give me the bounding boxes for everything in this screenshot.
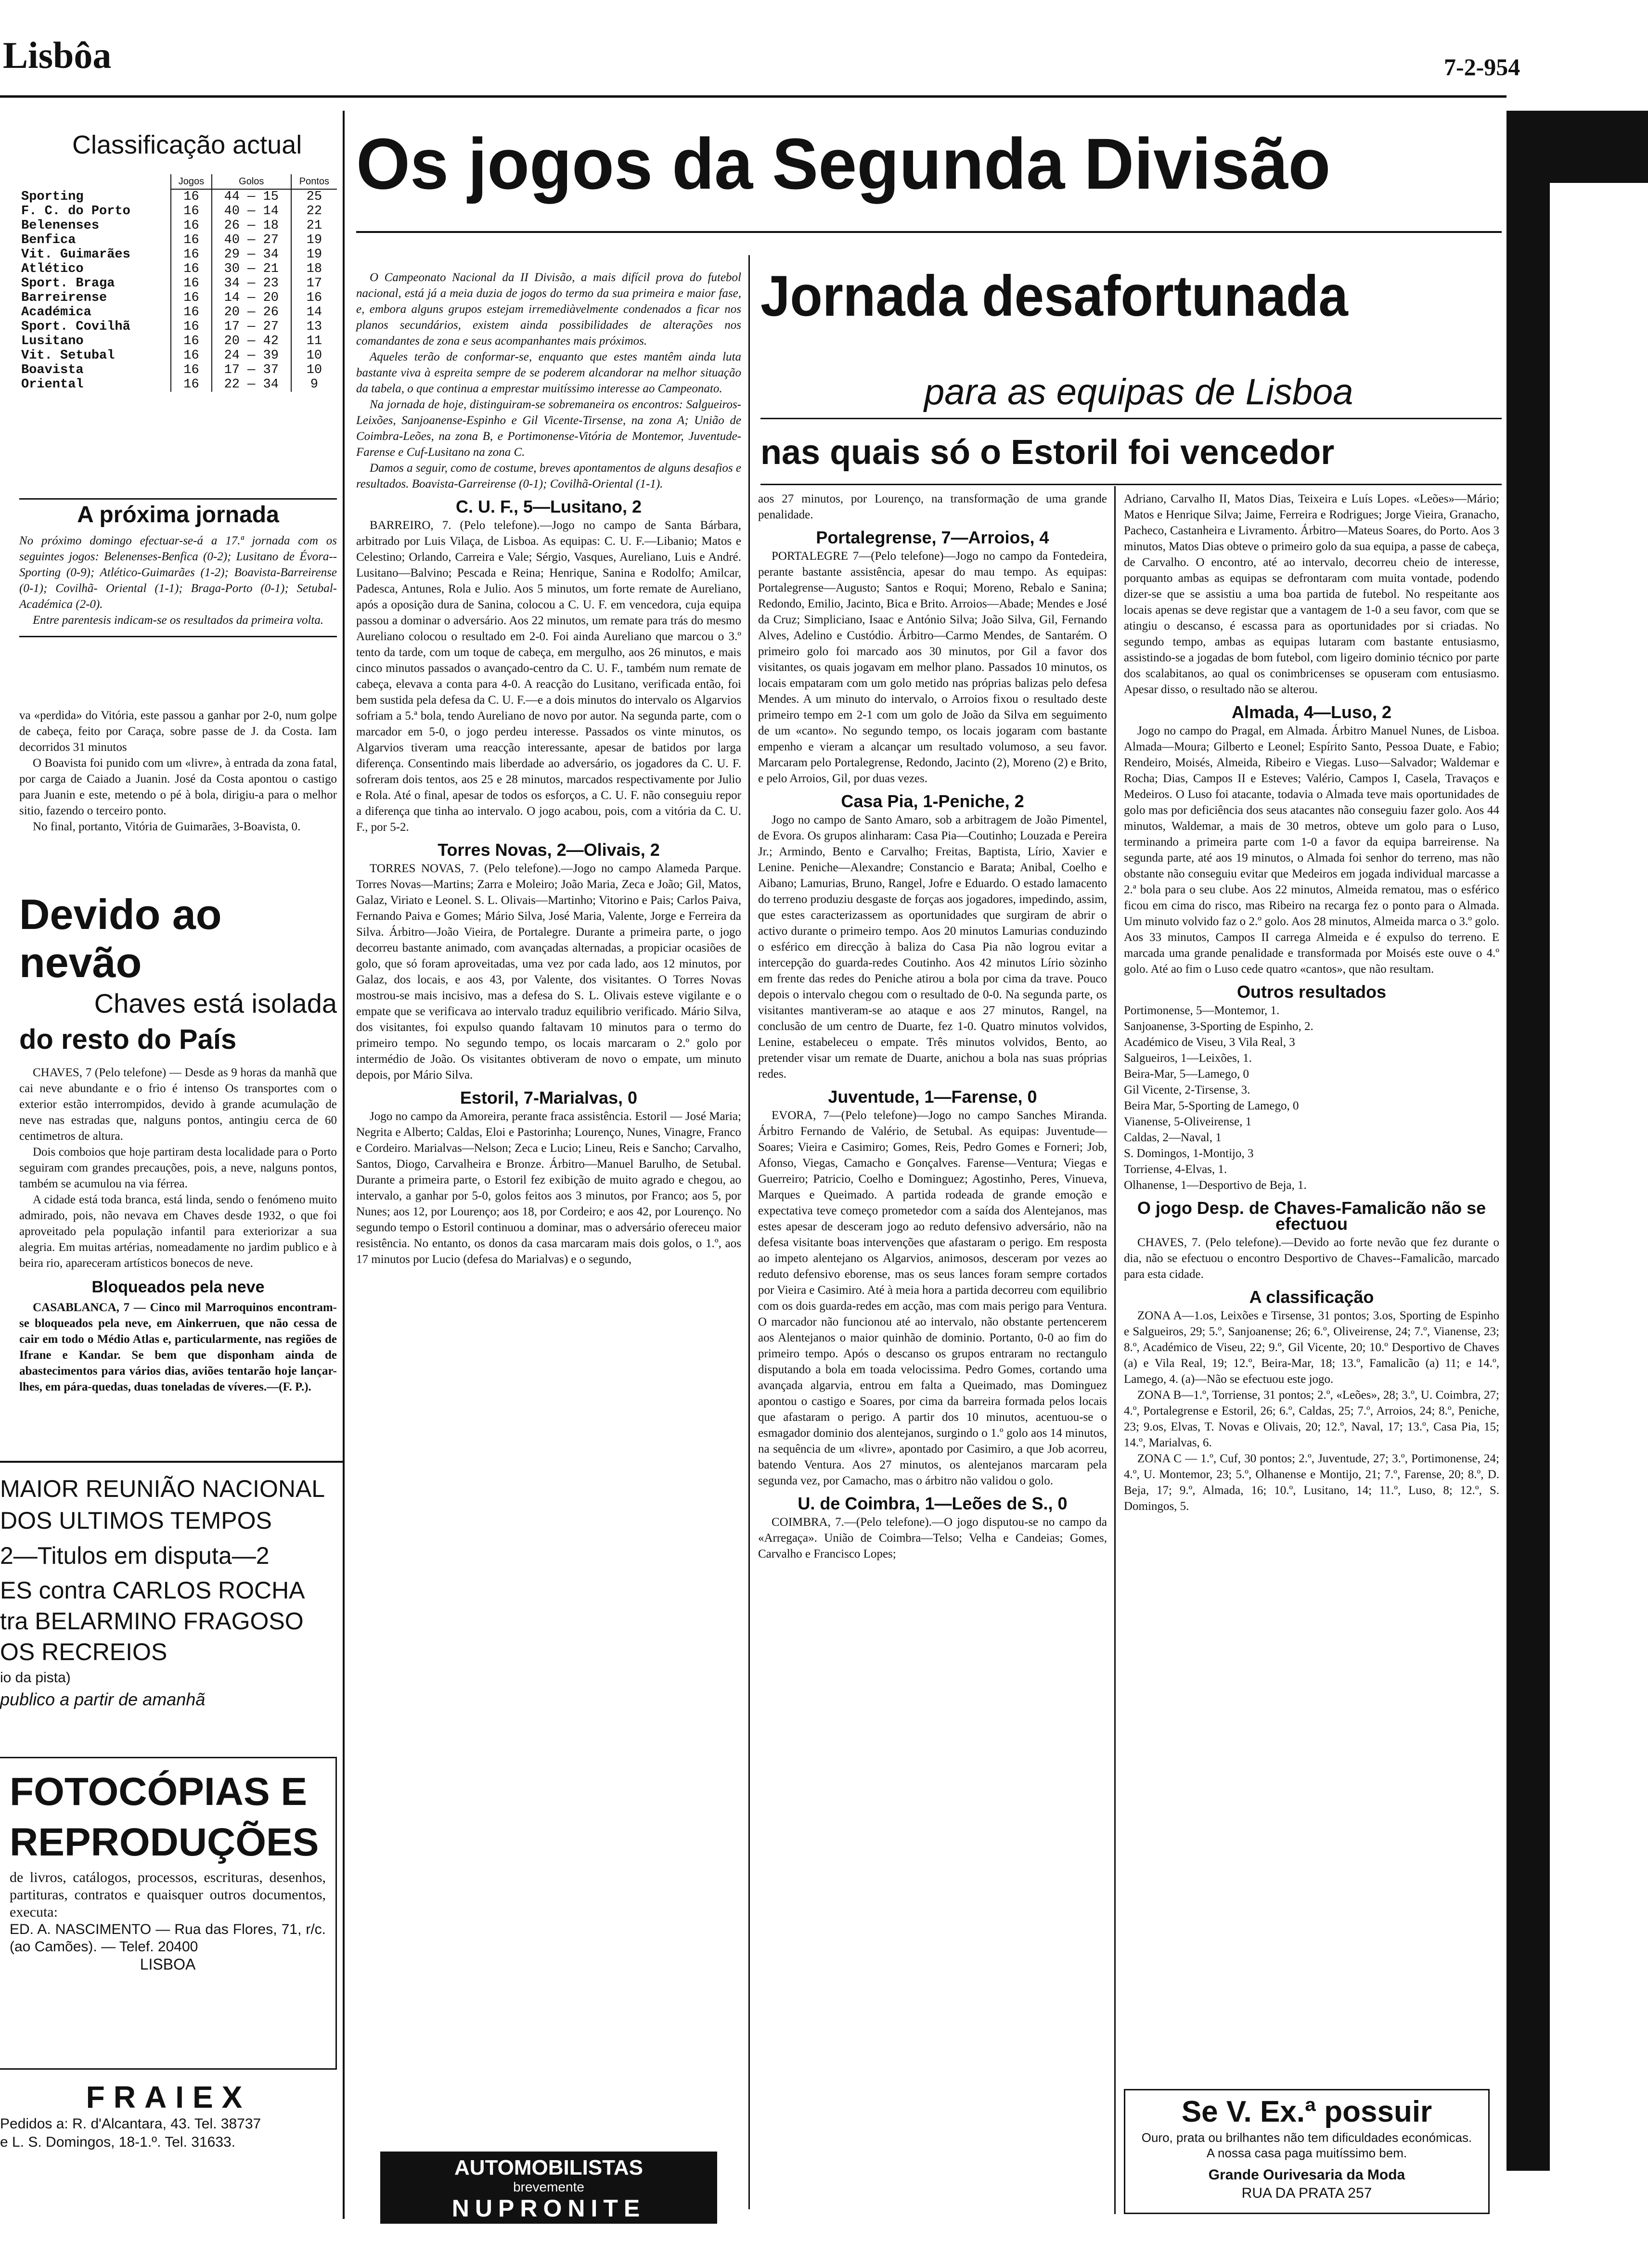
goals-cell: 30 — 21	[212, 262, 291, 276]
team-name: Sport. Braga	[21, 276, 115, 291]
games-cell: 16	[171, 189, 212, 204]
goals-cell: 40 — 14	[212, 204, 291, 219]
neve-p1: CHAVES, 7 (Pelo telefone) — Desde as 9 horas da manhã que cai neve abundante e o frio é intenso Os transportes com o exterior estão interrompidos, devido à grande acumulação de neve nas estradas que, nalguns pontos, antingiu cerca de 60 centimetros de altura.	[19, 1066, 337, 1143]
cuf-heading: C. U. F., 5—Lusitano, 2	[455, 497, 642, 516]
points-cell: 11	[291, 334, 337, 348]
cp-text: Jogo no campo de Santo Amaro, sob a arbitragem de João Pimentel, de Evora. Os grupos alinharam: Casa Pia—Coutinho; Louzada e Pereira Jr.; Armindo, Bento e Carvalho; Freitas, Baptista, Lírio, Xavier e Lenine. Peniche—Alexandre; Constancio e Barata; Anibal, Coelho e Aibano; Lamurias, Bruno, Rangel, Jofre e Eduardo. O estado lamacento do terreno produziu desgaste de forças aos jogadores, impedindo, assim, que estes caracterizassem as oportunidades que surgiram de abrir o activo durante o primeiro tempo. Aos 20 minutos Lamurias conduzindo o esférico em direcção à baliza do Casa Pia não logrou evitar a intercepção do guarda-redes Coutinho. Aos 42 minutos Lírio sòzinho em frente das redes do Peniche atirou a bola por cima da trave. Pouco depois o intervalo chegou com o resultado de 0-0. Na segunda parte, os visitantes mantiveram-se ao ataque e aos 27 minutos, Rangel, na conclusão de um centro de Duarte, fez 1-0. Quatro minutos volvidos, Lenine, estabeleceu o empate. Três minutos volvidos, Bento, ao pretender visar um remate de Duarte, anichou a bola nas suas próprias redes.	[758, 813, 1107, 1081]
col-jogos: Jogos	[171, 174, 212, 189]
uc-text: COIMBRA, 7.—(Pelo telefone).—O jogo disputou-se no campo da «Arregaça». União de Coimbra—Telso; Velha e Candeias; Gomes, Carvalho e Francisco Lopes;	[758, 1516, 1107, 1560]
standings-title: Classificação actual	[72, 130, 302, 159]
standings-row	[19, 320, 337, 334]
ad-fotocopias	[0, 1757, 337, 2070]
ad-reuniao-l2: DOS ULTIMOS TEMPOS	[0, 1507, 272, 1534]
ad-auto-l1: AUTOMOBILISTAS	[454, 2156, 643, 2179]
masthead-rule	[0, 95, 1506, 98]
ad-fraiex-brand: FRAIEX	[86, 2080, 251, 2114]
standings-row	[19, 233, 337, 247]
main-headline: Os jogos da Segunda Divisão	[356, 123, 1331, 204]
ad-foto-addr: ED. A. NASCIMENTO — Rua das Flores, 71, r/c. (ao Camões). — Telef. 20400	[10, 1921, 326, 1955]
col2-cont: aos 27 minutos, por Lourenço, na transformação de uma grande penalidade.	[758, 492, 1107, 521]
result-item: Torriense, 4-Elvas, 1.	[1124, 1163, 1227, 1176]
result-item: Olhanense, 1—Desportivo de Beja, 1.	[1124, 1179, 1307, 1192]
standings-row	[19, 363, 337, 377]
games-cell: 16	[171, 247, 212, 262]
ad-reuniao-l6: OS RECREIOS	[0, 1638, 167, 1665]
main-deck1: Jornada desafortunada	[760, 264, 1348, 328]
sep-col2	[1114, 486, 1116, 2214]
left-column-separator	[343, 111, 345, 2219]
masthead-paper: Lisbôa	[3, 34, 112, 76]
deck3-rule	[760, 484, 1502, 485]
team-name: Vit. Setubal	[21, 348, 115, 363]
points-cell: 17	[291, 276, 337, 291]
proxima-title: A próxima jornada	[19, 498, 337, 528]
standings-row	[19, 291, 337, 305]
neve-headline: Devido ao nevão	[19, 890, 222, 986]
standings-row	[19, 247, 337, 262]
boavista-p: O Boavista foi punido com um «livre», à entrada da zona fatal, por carga de Caiado a Juanin. José da Costa apontou o castigo para Juanin e este, metendo o pé à bola, dirigiu-a para o melhor sitio, fazendo o terceiro ponto.	[19, 757, 337, 817]
zona-b: ZONA B—1.º, Torriense, 31 pontos; 2.º, «Leões», 28; 3.º, U. Coimbra, 27; 4.º, Portalegrense e Estoril, 26; 6.º, Caldas, 25; 7.º, Arroios, 24; 8.º, Peniche, 23; 9.os, Elvas, T. Novas e Olivais, 20; 12.º, Naval, 17; 13.º, Casa Pia, 15; 14.º, Marialvas, 6.	[1124, 1389, 1499, 1449]
alm-text: Jogo no campo do Pragal, em Almada. Árbitro Manuel Nunes, de Lisboa. Almada—Moura; Gilberto e Leonel; Espírito Santo, Pessoa Duate, e Fabio; Rendeiro, Moisés, Almeida, Ribeiro e Viegas. Luso—Salvador; Waldemar e Rocha; Dias, Campos II e Esteves; Valério, Campos I, Casela, Travaços e Medeiros. O Luso foi atacante, todavia o Almada teve mais oportunidades de golo mas por deficiência dos seus atacantes não conseguiu fazer golo. Aos 44 minutos, Waldemar, a mais de 30 metros, obteve um golo para o Luso, terminando a primeira parte com 1-0 a favor da equipa barreirense. Na segunda parte, até aos 19 minutos, o Almada foi senhor do terreno, mas não obstante não conseguiu evitar que Medeiros em jogada individual marcasse a 2.ª bola para o seu clube. Aos 22 minutos, Almeida rematou, mas o esférico ficou em cima do risco, mas Ribeiro na recarga fez o ponto para o Almada. Um minuto volvido faz o 2.º golo. Aos 28 minutos, Almeida marca o 3.º golo. Aos 33 minutos, Campos II carrega Almeida e é expulso do terreno. E marcada uma grande penalidade e transformada por Moisés este ouve o 4.º golo. Até ao fim o Luso cede quatro «cantos», que não resultam.	[1124, 724, 1499, 976]
result-item: Beira Mar, 5-Sporting de Lamego, 0	[1124, 1099, 1299, 1112]
points-cell: 14	[291, 305, 337, 320]
goals-cell: 40 — 27	[212, 233, 291, 247]
games-cell: 16	[171, 262, 212, 276]
points-cell: 19	[291, 247, 337, 262]
team-name: Barreirense	[21, 291, 107, 305]
result-item: S. Domingos, 1-Montijo, 3	[1124, 1147, 1254, 1160]
ad-reuniao-l7: io da pista)	[0, 1670, 71, 1686]
games-cell: 16	[171, 363, 212, 377]
neve-article	[19, 890, 337, 1395]
ad-foto-city: LISBOA	[140, 1956, 196, 1973]
proxima-note: Entre parentesis indicam-se os resultados da primeira volta.	[33, 614, 324, 627]
standings-row	[19, 219, 337, 233]
games-cell: 16	[171, 233, 212, 247]
goals-cell: 22 — 34	[212, 377, 291, 392]
goals-cell: 26 — 18	[212, 219, 291, 233]
ad-auto-l3: NUPRONITE	[451, 2195, 646, 2222]
ad-ouri-l4: Grande Ourivesaria da Moda	[1208, 2167, 1405, 2183]
ad-foto-l2: REPRODUÇÕES	[10, 1820, 319, 1864]
games-cell: 16	[171, 334, 212, 348]
team-name: Sporting	[21, 189, 84, 204]
result-item: Gil Vicente, 2-Tirsense, 3.	[1124, 1083, 1250, 1096]
ad-fraiex-l1: Pedidos a: R. d'Alcantara, 43. Tel. 38737	[0, 2116, 261, 2132]
col1-intro3: Na jornada de hoje, distinguiram-se sobremaneira os encontros: Salgueiros-Leixões, Sanjoanense-Espinho e Gil Vicente-Tirsense, na zona A; União de Coimbra-Leões, na zona B, e Portimonense-Vitória de Montemor, Juventude-Farense e Cuf-Lusitano na zona C.	[356, 398, 741, 459]
result-item: Vianense, 5-Oliveirense, 1	[1124, 1115, 1252, 1128]
team-name: Vit. Guimarães	[21, 247, 130, 262]
class-heading: A classificação	[1249, 1287, 1374, 1307]
ad-ouri-l5: RUA DA PRATA 257	[1241, 2185, 1372, 2201]
col2	[758, 491, 1107, 1562]
result-item: Sanjoanense, 3-Sporting de Espinho, 2.	[1124, 1020, 1313, 1033]
cuf-text: BARREIRO, 7. (Pelo telefone).—Jogo no campo de Santa Bárbara, arbitrado por Luis Vilaça, de Lisboa. As equipas: C. U. F.—Libanio; Matos e Celestino; Orlando, Carreira e Vale; Sérgio, Vasques, Aureliano, Luis e André. Lusitano—Balvino; Pescada e Reina; Henrique, Sanina e Rodolfo; Amilcar, Padesca, Antunes, Rola e Julio. Aos 5 minutos, um forte remate de Aureliano, após a oposição dura de Sanina, colocou a C. U. F. em vencedora, cuja equipa passou a dominar o adversário. Aos 22 minutos, um remate para trás do mesmo Aureliano colocou o resultado em 2-0. Foi ainda Aureliano que marcou o 3.º tento da tarde, com um toque de cabeça, em mergulho, aos 26 minutos, e mais cinco minutos passados o avançado-centro da C. U. F., também num remate de cabeça, elevava a conta para 4-0. A reacção do Lusitano, verificada então, foi bem sustida pela defesa da C. U. F.—e a dois minutos do intervalo os Algarvios sofriam a 5.ª bola, tendo Aureliano de novo por autor. Na segunda parte, com o marcador em 5-0, o jogo perdeu interesse. Passados os vinte minutos, os Algarvios tiveram uma reacção interessante, apesar de batidos por larga diferença. Consentindo mais liberdade ao adversário, os jogadores da C. U. F. sofreram dois tentos, aos 25 e 28 minutos, marcados respectivamente por Julio e Rola. Até o final, apesar de todos os esforços, a C. U. F. não conseguiu repor a diferença que tinha ao intervalo. O jogo acabou, pois, com a vitória da C. U. F., por 5-2.	[356, 519, 741, 834]
ad-auto-l2: brevemente	[513, 2179, 584, 2194]
est-text: Jogo no campo da Amoreira, perante fraca assistência. Estoril — José Maria; Negrita e Alberto; Caldas, Eloi e Pastorinha; Lourenço, Nunes, Vinagre, Franco e Cordeiro. Marialvas—Nelson; Zeca e Lucio; Lineu, Reis e Sancho; Carvalho, Santos, Diogo, Carvalheira e Bronze. Árbitro—Manuel Barulho, de Setubal. Durante a primeira parte, o Estoril fez exibição de muito agrado e chegou, ao intervalo, a ganhar por 5-0, golos feitos aos 3 minutos, por Franco; aos 5, por Nunes; aos 12, por Lourenço; aos 18, por Cordeiro; e aos 42, por Lourenço. No segundo tempo o Estoril continuou a dominar, mas o adversário ofereceu maior resistência. No entanto, os donos da casa marcaram mais dois golos, o 1.º, aos 17 minutos por Lucio (defesa do Marialvas) e o segundo,	[356, 1110, 741, 1266]
col1	[356, 270, 741, 1267]
proxima-box	[19, 498, 337, 637]
result-item: Caldas, 2—Naval, 1	[1124, 1131, 1222, 1144]
ad-ouri-l1: Se V. Ex.ª possuir	[1181, 2095, 1432, 2128]
ad-reuniao-l5: tra BELARMINO FRAGOSO	[0, 1608, 304, 1635]
col-golos: Golos	[212, 174, 291, 189]
ad-ourivesaria	[1124, 2089, 1490, 2214]
team-name: Belenenses	[21, 219, 100, 233]
ad-foto-l1: FOTOCÓPIAS E	[10, 1770, 308, 1814]
col3-cont: Adriano, Carvalho II, Matos Dias, Teixeira e Luís Lopes. «Leões»—Mário; Matos e Henrique Silva; Jaime, Ferreira e Rodrigues; Jorge Vieira, Granacho, Pacheco, Castanheira e Livramento. Árbitro—Mateus Soares, do Porto. Aos 3 minutos, Matos Dias obteve o primeiro golo da sua equipa, a passe de cabeça, de Carvalho. O encontro, até ao intervalo, decorreu cheio de interesse, porquanto ambas as equipas se defrontaram com muita vontade, podendo dizer-se que se assistiu a uma boa partida de futebol. No respeitante aos locais apenas se deve registar que a vantagem de 1-0 a seu favor, com que se atingiu o descanso, é escassa para as oportunidades por si criadas. No segundo tempo, ambas as equipas lutaram com bastante entusiasmo, assistindo-se a jogadas de bom futebol, com ligeiro dominio técnico por parte dos scalabitanos, ao qual os conimbricenses se opuseram com entusiasmo. Apesar disso, o resultado não se alterou.	[1124, 492, 1499, 696]
ad-reuniao-l8: publico a partir de amanhã	[0, 1689, 206, 1709]
ad-reuniao-l4: ES contra CARLOS ROCHA	[0, 1577, 305, 1604]
standings-row	[19, 334, 337, 348]
team-name: Atlético	[21, 262, 84, 276]
col1-intro1: O Campeonato Nacional da II Divisão, a mais difícil prova do futebol nacional, está já a meia duzia de jogos do termo da sua primeira e maior fase, e, embora alguns grupos estejam irremediàvelmente condenados a ficar nos planos secundários, existem ainda possibilidades de alterações nos comandantes de zona e seus acompanhantes mais próximos.	[356, 271, 741, 348]
ad-reuniao-l1: MAIOR REUNIÃO NACIONAL	[0, 1475, 325, 1502]
games-cell: 16	[171, 305, 212, 320]
ad-automobilistas	[380, 2152, 717, 2224]
ad-foto-text: de livros, catálogos, processos, escrituras, desenhos, partituras, contratos e quaisquer outros documentos, executa:	[10, 1869, 326, 1920]
goals-cell: 29 — 34	[212, 247, 291, 262]
goals-cell: 34 — 23	[212, 276, 291, 291]
ad-reuniao-l3: 2—Titulos em disputa—2	[0, 1542, 270, 1569]
games-cell: 16	[171, 204, 212, 219]
neve-p4: CASABLANCA, 7 — Cinco mil Marroquinos encontram-se bloqueados pela neve, em Ainkerruen, que não cessa de cair em todo o Médio Atlas e, particularmente, nas regiões de Ifrane e Kandar. Se bem que disponham ainda de abastecimentos para vários dias, aviões tentarão hoje lançar-lhes, em pára-quedas, duas toneladas de víveres.—(F. P.).	[19, 1301, 337, 1393]
ad-fraiex-l2: e L. S. Domingos, 18-1.º. Tel. 31633.	[0, 2134, 236, 2150]
points-cell: 16	[291, 291, 337, 305]
port-heading: Portalegrense, 7—Arroios, 4	[816, 528, 1049, 547]
team-name: Sport. Covilhã	[21, 320, 130, 334]
outros-list	[1124, 1003, 1499, 1193]
standings-row	[19, 189, 337, 204]
neve-p2: Dois comboios que hoje partiram desta localidade para o Porto seguiram com grandes precauções, pois, a neve, nalguns pontos, também se acumulou na via férrea.	[19, 1146, 337, 1190]
games-cell: 16	[171, 348, 212, 363]
goals-cell: 44 — 15	[212, 189, 291, 204]
ad-ouri-l3: A nossa casa paga muitíssimo bem.	[1206, 2146, 1407, 2160]
chaves-heading: O jogo Desp. de Chaves-Famalicão não se efectuou	[1137, 1198, 1486, 1234]
vitoria-p: va «perdida» do Vitória, este passou a ganhar por 2-0, num golpe de cabeça, feito por Caraça, sobre passe de J. da Costa. Iam decorridos 31 minutos	[19, 709, 337, 754]
alm-heading: Almada, 4—Luso, 2	[1231, 702, 1392, 722]
games-cell: 16	[171, 276, 212, 291]
main-deck2: para as equipas de Lisboa	[924, 372, 1353, 412]
standings-row	[19, 276, 337, 291]
cp-heading: Casa Pia, 1-Peniche, 2	[841, 791, 1024, 811]
ad-reuniao	[0, 1473, 337, 1711]
points-cell: 22	[291, 204, 337, 219]
tn-text: TORRES NOVAS, 7. (Pelo telefone).—Jogo no campo Alameda Parque. Torres Novas—Martins; Zarra e Moleiro; João Maria, Zeca e João; Gil, Matos, Galaz, Viriato e Leonel. S. L. Olivais—Martinho; Vitorino e Pais; Carlos Paiva, Fernando Paiva e Gomes; Mário Silva, José Maria, Valente, Jorge e Ferreira da Silva. Árbitro—João Vieira, de Portalegre. Durante a primeira parte, o jogo decorreu bastante animado, com avançadas alternadas, a propiciar ocasiões de golo, que só foram aproveitadas, uma vez por cada lado, aos 12 minutos, por Galaz, dos locais, e aos 43, por Valente, dos visitantes. O Torres Novas mostrou-se mais incisivo, mas a defesa do S. L. Olivais esteve vigilante e o empate que se verificava ao intervalo traduz equilibrio verificado. Mário Silva, dos visitantes, foi expulso quando faltavam 10 minutos para o termo do primeiro tempo. No segundo tempo, os locais marcaram o 2.º golo por intermédio de João. Os visitantes obtiveram de novo o empate, um minuto depois, por Mário Silva.	[356, 862, 741, 1082]
standings-row	[19, 348, 337, 363]
result-item: Portimonense, 5—Montemor, 1.	[1124, 1004, 1280, 1017]
zona-a: ZONA A—1.os, Leixões e Tirsense, 31 pontos; 3.os, Sporting de Espinho e Salgueiros, 29; 5.º, Sanjoanense; 26; 6.º, Oliveirense, 24; 7.º, Vianense, 23; 8.º, Académico de Viseu, 22; 9.º, Gil Vicente, 20; 10.º Desportivo de Chaves (a) e Vila Real, 19; 12.º, Beira-Mar, 18; 13.º, Famalicão (a) 11; e 14.º, Lamego, 4. (a)—Não se efectuou este jogo.	[1124, 1309, 1499, 1386]
headline-rule	[356, 231, 1502, 233]
juv-heading: Juventude, 1—Farense, 0	[828, 1087, 1037, 1107]
team-name: F. C. do Porto	[21, 204, 130, 219]
games-cell: 16	[171, 291, 212, 305]
deck-rule	[760, 418, 1502, 419]
team-name: Oriental	[21, 377, 84, 392]
col1-intro4: Damos a seguir, como de costume, breves apontamentos de alguns desafios e resultados. Boavista-Garreirense (0-1); Covilhã-Oriental (1-1).	[356, 462, 741, 490]
neve-sub2: do resto do País	[19, 1024, 237, 1055]
points-cell: 10	[291, 348, 337, 363]
goals-cell: 24 — 39	[212, 348, 291, 363]
est-heading: Estoril, 7-Marialvas, 0	[460, 1088, 638, 1108]
result-item: Salgueiros, 1—Leixões, 1.	[1124, 1052, 1252, 1065]
points-cell: 13	[291, 320, 337, 334]
col1-intro2: Aqueles terão de conformar-se, enquanto que estes mantêm ainda luta bastante viva à espreita sempre de se poderem alcandorar na melhor situação da tabela, o que continua a emprestar muitíssimo interesse ao Campeonato.	[356, 350, 741, 395]
neve-sub1: Chaves está isolada	[94, 988, 337, 1018]
standings-row	[19, 377, 337, 392]
points-cell: 18	[291, 262, 337, 276]
outros-heading: Outros resultados	[1236, 982, 1387, 1002]
zona-c: ZONA C — 1.º, Cuf, 30 pontos; 2.º, Juventude, 27; 3.º, Portimonense, 24; 4.º, U. Montemor, 23; 5.º, Olhanense e Montijo, 21; 7.º, Farense, 20; 8.º, D. Beja, 17; 9.º, Almada, 16; 10.º, Lusitano, 14; 11.º, Luso, 8; 12.º, S. Domingos, 5.	[1124, 1452, 1499, 1513]
ad-reuniao-top-rule	[0, 1461, 343, 1463]
games-cell: 16	[171, 377, 212, 392]
edge-bar	[1506, 111, 1550, 2171]
vitoria-text	[19, 708, 337, 835]
uc-heading: U. de Coimbra, 1—Leões de S., 0	[798, 1494, 1068, 1513]
team-name: Académica	[21, 305, 91, 320]
tn-heading: Torres Novas, 2—Olivais, 2	[438, 840, 660, 860]
edge-bar-top	[1506, 111, 1648, 183]
ad-fraiex	[0, 2079, 337, 2152]
points-cell: 19	[291, 233, 337, 247]
points-cell: 21	[291, 219, 337, 233]
points-cell: 10	[291, 363, 337, 377]
standings-table	[19, 174, 337, 392]
team-name: Lusitano	[21, 334, 84, 348]
team-name: Benfica	[21, 233, 76, 247]
port-text: PORTALEGRE 7—(Pelo telefone)—Jogo no campo da Fontedeira, perante bastante assistência, apesar do mau tempo. As equipas: Portalegrense—Augusto; Santos e Roqui; Moreno, Rebalo e Sanina; Redondo, Emilio, Jacinto, Bica e Brito. Arroios—Abade; Mendes e José da Cruz; Simpliciano, Isaac e António Silva; João Silva, Gil, Fernando Alves, Adelino e Custódio. Árbitro—Carmo Mendes, de Santarém. O primeiro golo foi marcado aos 30 minutos, por Gil a favor dos visitantes, os quais jogavam em melhor plano. Passados 10 minutos, os locais empataram com um golo metido nas próprias balizas pelo defesa Mendes. A um minuto do intervalo, o Arroios fixou o resultado deste primeiro tempo em 2-1 com um golo de João da Silva em seguimento de um «canto». No segundo tempo, os locais jogaram com bastante empenho e vieram a alcançar um resultado volumoso, a seu favor. Marcaram pelo Portalegrense, Redondo, Jacinto (2), Moreno (2) e Brito, e pelo Arroios, Gil, por duas vezes.	[758, 550, 1107, 785]
goals-cell: 17 — 27	[212, 320, 291, 334]
neve-sub3: Bloqueados pela neve	[91, 1278, 265, 1296]
goals-cell: 20 — 42	[212, 334, 291, 348]
points-cell: 9	[291, 377, 337, 392]
team-name: Boavista	[21, 363, 84, 377]
standings	[19, 130, 337, 392]
masthead-date: 7-2-954	[1444, 53, 1520, 80]
result-item: Académico de Viseu, 3 Vila Real, 3	[1124, 1036, 1295, 1049]
standings-row	[19, 305, 337, 320]
col-pontos: Pontos	[291, 174, 337, 189]
points-cell: 25	[291, 189, 337, 204]
final-p: No final, portanto, Vitória de Guimarães, 3-Boavista, 0.	[33, 820, 301, 833]
juv-text: EVORA, 7—(Pelo telefone)—Jogo no campo Sanches Miranda. Árbitro Fernando de Valério, de Setubal. As equipas: Juventude—Soares; Vieira e Casimiro; Gomes, Reis, Pedro Gomes e Forneri; Job, Afonso, Viegas, Camacho e Gonçalves. Farense—Ventura; Viegas e Guerreiro; Patricio, Coelho e Dominguez; Agostinho, Peres, Vinueva, Marques e Queimado. A partida rodeada de grande emoção e expectativa teve começo prometedor com a saída dos Alentejanos, mas estes apesar de desceram jogo ao reduto defensivo adversário, não na defesa visitante boas intervenções que afastaram o perigo. Em resposta ao impeto alentejano os Algarvios, animosos, desceram por vezes ao reduto defensivo eborense, mas os seus lances foram sempre cortados por Vieira e Casimiro. Até à meia hora a partida decorreu com equilibrio com os dois guarda-redes em acção, mas com mais perigo para Ventura. O marcador não funcionou até ao intervalo, não obstante pertencerem aos Alentejanos o maior quinhão de dominio. Portanto, 0-0 ao fim do primeiro tempo. Após o descanso os grupos entraram no rectangulo disputando a bola em toada velocissima. Pedro Gomes, cortando uma avançada algarvia, entrou em falta a Queimado, mas Dominguez apontou o castigo e Soares, por cima da barreira formada pelos locais que afastaram o perigo. A partir dos 10 minutos, acentuou-se o esmagador dominio dos alentejanos, surgindo o 1.º golo aos 14 minutos, na sequência de um «livre», apontado por Casimiro, a que Job acorreu, batendo Ventura. Aos 27 minutos, os alentejanos marcaram pela segunda vez, por Camacho, mas o árbitro não validou o golo.	[758, 1109, 1107, 1487]
proxima-text: No próximo domingo efectuar-se-á a 17.ª jornada com os seguintes jogos: Belenenses-Benfica (0-2); Lusitano de Évora--Sporting (0-9); Atlético-Guimarães (1-2); Boavista-Barreirense (0-1); Covilhã- Oriental (1-1); Braga-Porto (0-1); Setubal-Académica (2-0).	[19, 534, 337, 611]
goals-cell: 20 — 26	[212, 305, 291, 320]
neve-p3: A cidade está toda branca, está linda, sendo o fenómeno muito admirado, pois, não nevava em Chaves desde 1932, o que foi aproveitado pela população infantil para exteriorizar a sua alegria. Em muitas artérias, nomeadamente no jardim publico e à beira rio, apareceram artísticos bonecos de neve.	[19, 1193, 337, 1270]
main-deck3: nas quais só o Estoril foi vencedor	[760, 433, 1335, 472]
standings-row	[19, 262, 337, 276]
games-cell: 16	[171, 320, 212, 334]
result-item: Beira-Mar, 5—Lamego, 0	[1124, 1068, 1249, 1081]
goals-cell: 14 — 20	[212, 291, 291, 305]
chaves-text: CHAVES, 7. (Pelo telefone).—Devido ao forte nevão que fez durante o dia, não se efectuou o encontro Desportivo de Chaves--Famalicão, marcado para esta cidade.	[1124, 1236, 1499, 1281]
games-cell: 16	[171, 219, 212, 233]
standings-row	[19, 204, 337, 219]
col3	[1124, 491, 1499, 1514]
sep-col1	[748, 255, 750, 2209]
goals-cell: 17 — 37	[212, 363, 291, 377]
ad-ouri-l2: Ouro, prata ou brilhantes não tem dificuldades económicas.	[1141, 2130, 1472, 2145]
